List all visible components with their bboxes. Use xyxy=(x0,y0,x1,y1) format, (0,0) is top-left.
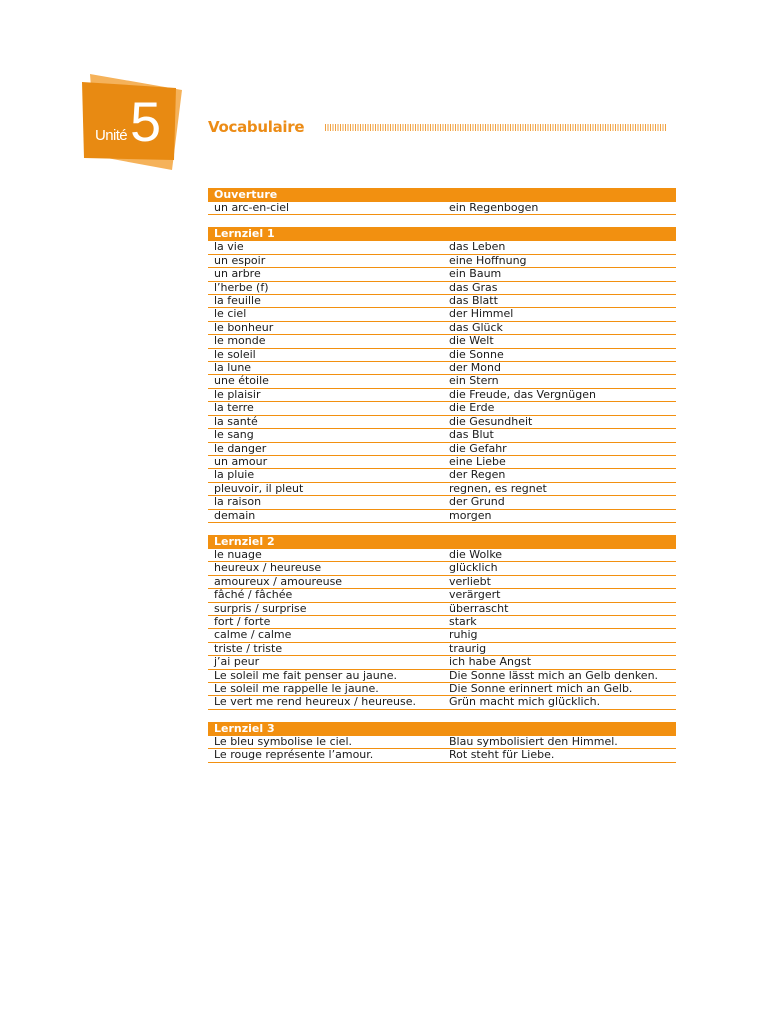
french-term: Le soleil me fait penser au jaune. xyxy=(214,668,398,682)
french-term: le soleil xyxy=(214,347,256,361)
french-term: la santé xyxy=(214,414,258,428)
unit-badge xyxy=(78,72,184,172)
title-dotted-rule xyxy=(325,124,666,131)
french-term: pleuvoir, il pleut xyxy=(214,481,304,495)
vocab-row xyxy=(208,749,676,762)
vocab-row xyxy=(208,629,676,642)
french-term: le danger xyxy=(214,441,267,455)
vocab-row xyxy=(208,308,676,321)
french-term: heureux / heureuse xyxy=(214,561,322,575)
german-translation: die Sonne xyxy=(449,347,504,361)
german-translation: verärgert xyxy=(449,588,501,602)
french-term: le nuage xyxy=(214,547,262,561)
vocab-row xyxy=(208,322,676,335)
german-translation: verliebt xyxy=(449,574,491,588)
vocab-row xyxy=(208,402,676,415)
german-translation: der Regen xyxy=(449,468,506,482)
vocab-row xyxy=(208,456,676,469)
french-term: un espoir xyxy=(214,253,266,267)
german-translation: die Erde xyxy=(449,401,495,415)
vocab-row xyxy=(208,656,676,669)
vocab-row xyxy=(208,562,676,575)
vocab-row xyxy=(208,670,676,683)
french-term: la raison xyxy=(214,495,262,509)
vocab-row xyxy=(208,389,676,402)
german-translation: eine Hoffnung xyxy=(449,253,527,267)
french-term: un arbre xyxy=(214,267,261,281)
french-term: Le soleil me rappelle le jaune. xyxy=(214,682,379,695)
vocab-row xyxy=(208,616,676,629)
french-term: fort / forte xyxy=(214,614,271,628)
vocab-row xyxy=(208,349,676,362)
german-translation: der Himmel xyxy=(449,307,514,321)
vocab-row xyxy=(208,603,676,616)
german-translation: die Gefahr xyxy=(449,441,507,455)
french-term: la vie xyxy=(214,240,244,254)
vocab-row xyxy=(208,736,676,749)
vocab-row xyxy=(208,362,676,375)
vocab-row xyxy=(208,416,676,429)
german-translation: das Gras xyxy=(449,280,498,294)
vocab-row xyxy=(208,589,676,602)
vocab-row xyxy=(208,483,676,496)
french-term: fâché / fâchée xyxy=(214,588,293,602)
vocabulary-list xyxy=(208,188,676,763)
german-translation: ein Baum xyxy=(449,267,502,281)
french-term: la terre xyxy=(214,401,254,415)
french-term: demain xyxy=(214,508,256,522)
french-term: triste / triste xyxy=(214,641,283,655)
section-spacer xyxy=(208,710,676,722)
german-translation: Grün macht mich glücklich. xyxy=(449,695,601,709)
section-spacer xyxy=(208,215,676,227)
page-title: Vocabulaire xyxy=(208,118,305,136)
german-translation: ein Stern xyxy=(449,374,499,388)
french-term: la lune xyxy=(214,361,252,375)
french-term: j’ai peur xyxy=(214,655,260,669)
section-spacer xyxy=(208,523,676,535)
german-translation: Die Sonne erinnert mich an Gelb. xyxy=(449,682,633,695)
german-translation: eine Liebe xyxy=(449,454,506,468)
german-translation: traurig xyxy=(449,641,487,655)
vocab-row xyxy=(208,335,676,348)
german-translation: glücklich xyxy=(449,561,498,575)
german-translation: das Blut xyxy=(449,428,494,442)
french-term: le sang xyxy=(214,428,254,442)
vocab-row xyxy=(208,429,676,442)
vocab-row xyxy=(208,241,676,254)
vocab-row xyxy=(208,255,676,268)
french-term: un arc-en-ciel xyxy=(214,201,290,214)
vocab-row xyxy=(208,643,676,656)
german-translation: die Welt xyxy=(449,334,494,348)
vocab-row xyxy=(208,696,676,709)
vocab-row xyxy=(208,576,676,589)
french-term: Le bleu symbolise le ciel. xyxy=(214,734,352,748)
german-translation: die Freude, das Vergnügen xyxy=(449,387,596,401)
vocab-row xyxy=(208,295,676,308)
german-translation: Die Sonne lässt mich an Gelb denken. xyxy=(449,668,659,682)
german-translation: das Leben xyxy=(449,240,506,254)
german-translation: ich habe Angst xyxy=(449,655,532,669)
german-translation: der Grund xyxy=(449,495,505,509)
german-translation: der Mond xyxy=(449,361,501,375)
unit-label: Unité xyxy=(95,127,128,144)
french-term: surpris / surprise xyxy=(214,601,307,615)
section-heading: Lernziel 2 xyxy=(208,535,676,549)
french-term: l’herbe (f) xyxy=(214,280,269,294)
german-translation: regnen, es regnet xyxy=(449,481,547,495)
german-translation: ruhig xyxy=(449,628,478,642)
unit-number: 5 xyxy=(130,90,162,153)
vocab-row xyxy=(208,683,676,696)
section-heading: Ouverture xyxy=(208,188,676,202)
german-translation: das Glück xyxy=(449,320,503,334)
french-term: une étoile xyxy=(214,374,269,388)
german-translation: die Wolke xyxy=(449,547,503,561)
german-translation: die Gesundheit xyxy=(449,414,533,428)
french-term: un amour xyxy=(214,454,268,468)
vocab-row xyxy=(208,202,676,215)
french-term: la pluie xyxy=(214,468,255,482)
vocab-row xyxy=(208,282,676,295)
vocab-row xyxy=(208,443,676,456)
vocab-row xyxy=(208,268,676,281)
german-translation: Blau symbolisiert den Himmel. xyxy=(449,734,618,748)
section-heading: Lernziel 3 xyxy=(208,722,676,736)
french-term: le ciel xyxy=(214,307,247,321)
french-term: le bonheur xyxy=(214,320,274,334)
vocab-row xyxy=(208,496,676,509)
vocab-row xyxy=(208,510,676,523)
french-term: le plaisir xyxy=(214,387,261,401)
german-translation: überrascht xyxy=(449,601,509,615)
french-term: Le rouge représente l’amour. xyxy=(214,748,374,762)
french-term: amoureux / amoureuse xyxy=(214,574,343,588)
vocab-row xyxy=(208,549,676,562)
german-translation: stark xyxy=(449,614,477,628)
french-term: la feuille xyxy=(214,294,261,308)
german-translation: ein Regenbogen xyxy=(449,201,539,214)
german-translation: Rot steht für Liebe. xyxy=(449,748,555,762)
french-term: le monde xyxy=(214,334,266,348)
vocab-row xyxy=(208,375,676,388)
french-term: calme / calme xyxy=(214,628,292,642)
german-translation: morgen xyxy=(449,508,492,522)
vocab-row xyxy=(208,469,676,482)
german-translation: das Blatt xyxy=(449,294,498,308)
section-heading: Lernziel 1 xyxy=(208,227,676,241)
french-term: Le vert me rend heureux / heureuse. xyxy=(214,695,416,709)
